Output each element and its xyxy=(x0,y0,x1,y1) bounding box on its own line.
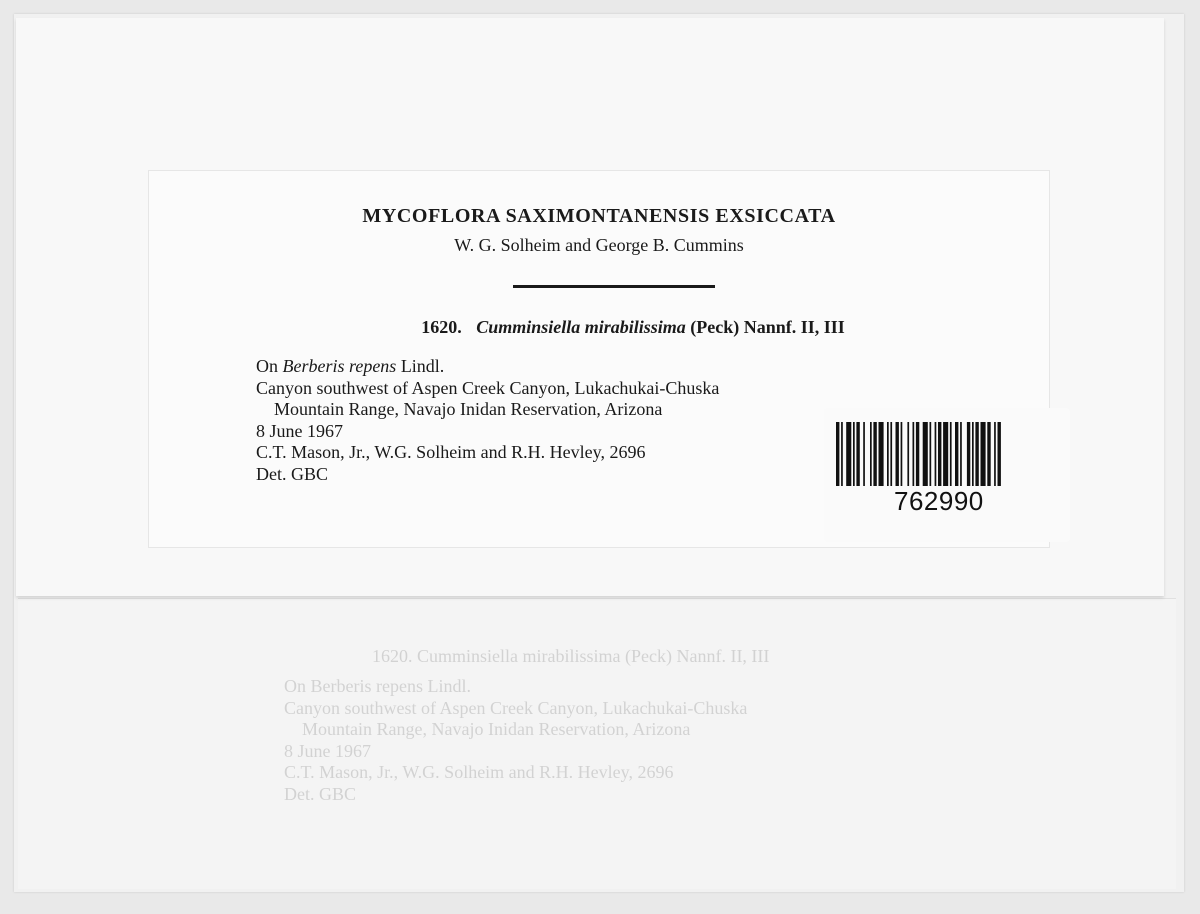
host-line xyxy=(256,356,719,378)
collection-details xyxy=(256,356,719,485)
show-through-details: On Berberis repens Lindl. Canyon southwest of Aspen Creek Canyon, Lukachukai-Chuska Mountain Range, Navajo Inidan Reservation, Arizona 8 June 1967 C.T. Mason, Jr., W.G. Solheim and R.H. Hevley, 2696 Det. GBC xyxy=(284,676,748,804)
barcode-bar xyxy=(972,422,974,486)
barcode-bar xyxy=(870,422,872,486)
barcode-bar xyxy=(907,422,909,486)
barcode-bar xyxy=(930,422,932,486)
barcode-bar xyxy=(938,422,941,486)
barcode-number: 762990 xyxy=(894,486,984,516)
collectors: C.T. Mason, Jr., W.G. Solheim and R.H. Hevley, 2696 xyxy=(256,442,646,462)
species-line xyxy=(149,317,1049,338)
label-title: MYCOFLORA SAXIMONTANENSIS EXSICCATA xyxy=(362,205,836,227)
collection-date: 8 June 1967 xyxy=(256,420,343,441)
barcode-bar xyxy=(955,422,958,486)
host-name: Berberis repens xyxy=(282,356,397,376)
barcode-bar xyxy=(901,422,903,486)
barcode-bar xyxy=(981,422,986,486)
label-divider xyxy=(513,285,715,288)
barcode-graphic xyxy=(836,422,1052,486)
species-name: Cumminsiella mirabilissima xyxy=(476,317,686,337)
barcode-bar xyxy=(950,422,952,486)
species-authority: (Peck) Nannf. II, III xyxy=(690,317,845,337)
barcode-bar xyxy=(960,422,962,486)
host-author: Lindl. xyxy=(400,356,445,376)
barcode-bar xyxy=(863,422,865,486)
barcode-bar xyxy=(998,422,1001,486)
barcode-bar xyxy=(994,422,996,486)
barcode-sticker xyxy=(824,408,1070,542)
host-prefix: On xyxy=(256,356,278,376)
barcode-bar xyxy=(923,422,928,486)
barcode-bar xyxy=(913,422,915,486)
barcode-bar xyxy=(975,422,978,486)
species-number: 1620. xyxy=(421,317,462,337)
barcode-bar xyxy=(841,422,843,486)
barcode-bar xyxy=(987,422,990,486)
barcode-bar xyxy=(916,422,919,486)
barcode-bar xyxy=(836,422,839,486)
locality-line-2: Mountain Range, Navajo Inidan Reservation, Arizona xyxy=(274,399,663,419)
barcode-bar xyxy=(890,422,892,486)
barcode-bar xyxy=(873,422,876,486)
barcode-bar xyxy=(967,422,970,486)
label-authors: W. G. Solheim and George B. Cummins xyxy=(454,235,744,255)
determiner: Det. GBC xyxy=(256,463,328,484)
barcode-bar xyxy=(896,422,899,486)
barcode-bar xyxy=(856,422,859,486)
barcode-bar xyxy=(935,422,937,486)
barcode-bar xyxy=(879,422,884,486)
barcode-bar xyxy=(853,422,855,486)
locality-line-1: Canyon southwest of Aspen Creek Canyon, Lukachukai-Chuska xyxy=(256,377,720,398)
barcode-bar xyxy=(887,422,889,486)
barcode-bar xyxy=(943,422,948,486)
barcode-bar xyxy=(846,422,851,486)
show-through-species: 1620. Cumminsiella mirabilissima (Peck) Nannf. II, III xyxy=(372,646,770,666)
